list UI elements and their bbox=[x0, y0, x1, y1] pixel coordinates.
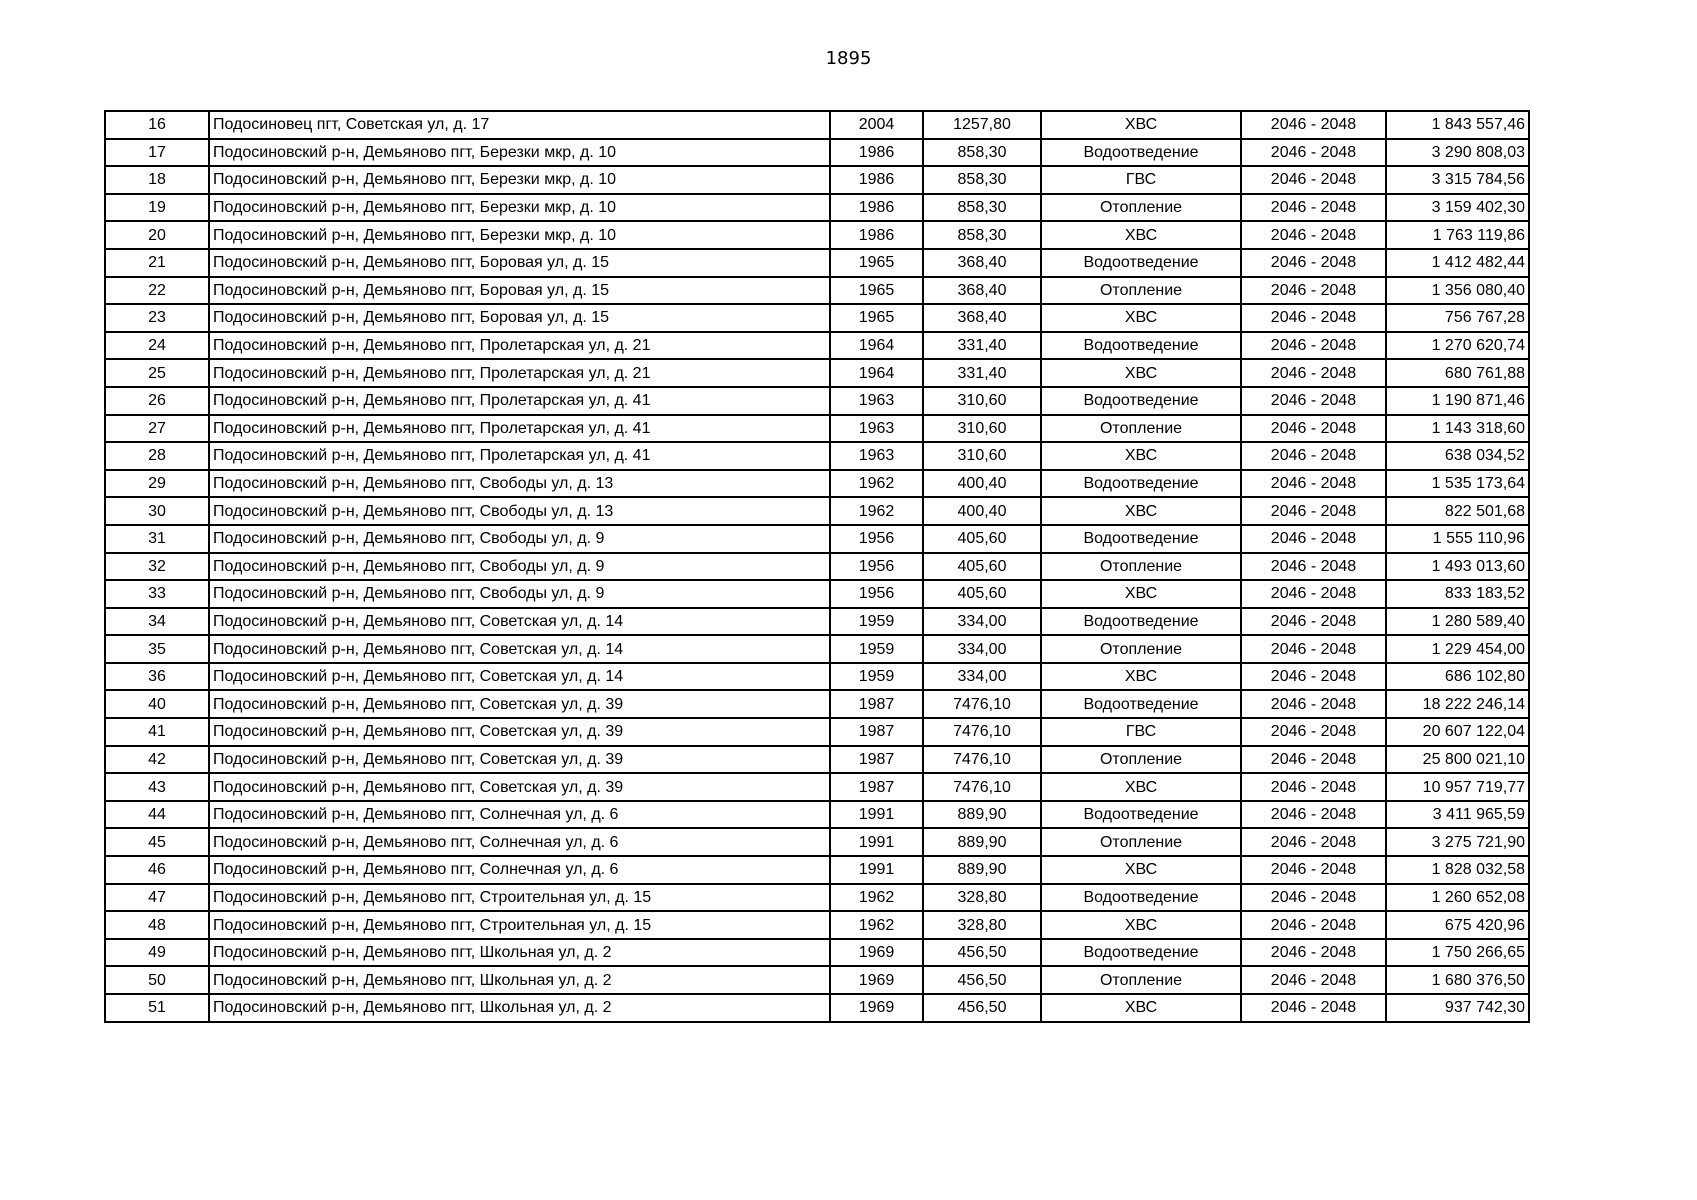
period-cell: 2046 - 2048 bbox=[1241, 856, 1386, 884]
area-cell: 456,50 bbox=[923, 939, 1041, 967]
period-cell: 2046 - 2048 bbox=[1241, 304, 1386, 332]
cost-cell: 3 290 808,03 bbox=[1386, 139, 1529, 167]
area-cell: 405,60 bbox=[923, 553, 1041, 581]
build-year-cell: 1965 bbox=[830, 277, 923, 305]
work-type-cell: ХВС bbox=[1041, 497, 1241, 525]
table-row bbox=[105, 663, 1529, 691]
work-type-cell: Отопление bbox=[1041, 194, 1241, 222]
period-cell: 2046 - 2048 bbox=[1241, 939, 1386, 967]
area-cell: 405,60 bbox=[923, 580, 1041, 608]
work-type-cell: Водоотведение bbox=[1041, 249, 1241, 277]
period-cell: 2046 - 2048 bbox=[1241, 663, 1386, 691]
period-cell: 2046 - 2048 bbox=[1241, 608, 1386, 636]
area-cell: 334,00 bbox=[923, 608, 1041, 636]
cost-cell: 1 493 013,60 bbox=[1386, 553, 1529, 581]
work-type-cell: Отопление bbox=[1041, 746, 1241, 774]
work-type-cell: ХВС bbox=[1041, 442, 1241, 470]
row-number-cell: 17 bbox=[105, 139, 209, 167]
area-cell: 889,90 bbox=[923, 801, 1041, 829]
build-year-cell: 1962 bbox=[830, 470, 923, 498]
address-cell: Подосиновский р-н, Демьяново пгт, Советская ул, д. 39 bbox=[209, 746, 830, 774]
period-cell: 2046 - 2048 bbox=[1241, 801, 1386, 829]
cost-cell: 680 761,88 bbox=[1386, 359, 1529, 387]
period-cell: 2046 - 2048 bbox=[1241, 580, 1386, 608]
table-row bbox=[105, 690, 1529, 718]
table-row bbox=[105, 608, 1529, 636]
table-row bbox=[105, 718, 1529, 746]
cost-cell: 3 315 784,56 bbox=[1386, 166, 1529, 194]
work-type-cell: ХВС bbox=[1041, 773, 1241, 801]
table-row bbox=[105, 497, 1529, 525]
cost-cell: 1 260 652,08 bbox=[1386, 884, 1529, 912]
build-year-cell: 1964 bbox=[830, 332, 923, 360]
work-type-cell: ГВС bbox=[1041, 718, 1241, 746]
table-row bbox=[105, 387, 1529, 415]
build-year-cell: 1962 bbox=[830, 884, 923, 912]
build-year-cell: 1962 bbox=[830, 911, 923, 939]
period-cell: 2046 - 2048 bbox=[1241, 746, 1386, 774]
work-type-cell: ХВС bbox=[1041, 856, 1241, 884]
area-cell: 328,80 bbox=[923, 884, 1041, 912]
table-row bbox=[105, 194, 1529, 222]
table-row bbox=[105, 470, 1529, 498]
row-number-cell: 16 bbox=[105, 111, 209, 139]
build-year-cell: 1987 bbox=[830, 690, 923, 718]
page-number: 1895 bbox=[825, 48, 872, 69]
period-cell: 2046 - 2048 bbox=[1241, 415, 1386, 443]
cost-cell: 1 270 620,74 bbox=[1386, 332, 1529, 360]
row-number-cell: 33 bbox=[105, 580, 209, 608]
period-cell: 2046 - 2048 bbox=[1241, 387, 1386, 415]
address-cell: Подосиновский р-н, Демьяново пгт, Березки мкр, д. 10 bbox=[209, 221, 830, 249]
cost-cell: 686 102,80 bbox=[1386, 663, 1529, 691]
table-row bbox=[105, 277, 1529, 305]
cost-cell: 822 501,68 bbox=[1386, 497, 1529, 525]
build-year-cell: 1986 bbox=[830, 139, 923, 167]
row-number-cell: 21 bbox=[105, 249, 209, 277]
address-cell: Подосиновец пгт, Советская ул, д. 17 bbox=[209, 111, 830, 139]
row-number-cell: 22 bbox=[105, 277, 209, 305]
cost-cell: 1 280 589,40 bbox=[1386, 608, 1529, 636]
address-cell: Подосиновский р-н, Демьяново пгт, Свободы ул, д. 13 bbox=[209, 470, 830, 498]
address-cell: Подосиновский р-н, Демьяново пгт, Советская ул, д. 14 bbox=[209, 635, 830, 663]
cost-cell: 756 767,28 bbox=[1386, 304, 1529, 332]
work-type-cell: Отопление bbox=[1041, 553, 1241, 581]
area-cell: 368,40 bbox=[923, 304, 1041, 332]
row-number-cell: 31 bbox=[105, 525, 209, 553]
period-cell: 2046 - 2048 bbox=[1241, 966, 1386, 994]
address-cell: Подосиновский р-н, Демьяново пгт, Березки мкр, д. 10 bbox=[209, 166, 830, 194]
period-cell: 2046 - 2048 bbox=[1241, 194, 1386, 222]
address-cell: Подосиновский р-н, Демьяново пгт, Свободы ул, д. 9 bbox=[209, 580, 830, 608]
period-cell: 2046 - 2048 bbox=[1241, 553, 1386, 581]
area-cell: 334,00 bbox=[923, 663, 1041, 691]
row-number-cell: 40 bbox=[105, 690, 209, 718]
address-cell: Подосиновский р-н, Демьяново пгт, Советская ул, д. 14 bbox=[209, 663, 830, 691]
period-cell: 2046 - 2048 bbox=[1241, 690, 1386, 718]
address-cell: Подосиновский р-н, Демьяново пгт, Боровая ул, д. 15 bbox=[209, 304, 830, 332]
work-type-cell: Отопление bbox=[1041, 966, 1241, 994]
table-row bbox=[105, 856, 1529, 884]
address-cell: Подосиновский р-н, Демьяново пгт, Строительная ул, д. 15 bbox=[209, 911, 830, 939]
table-row bbox=[105, 111, 1529, 139]
row-number-cell: 34 bbox=[105, 608, 209, 636]
cost-cell: 1 750 266,65 bbox=[1386, 939, 1529, 967]
period-cell: 2046 - 2048 bbox=[1241, 332, 1386, 360]
cost-cell: 18 222 246,14 bbox=[1386, 690, 1529, 718]
period-cell: 2046 - 2048 bbox=[1241, 139, 1386, 167]
address-cell: Подосиновский р-н, Демьяново пгт, Пролетарская ул, д. 21 bbox=[209, 332, 830, 360]
area-cell: 889,90 bbox=[923, 856, 1041, 884]
build-year-cell: 1991 bbox=[830, 801, 923, 829]
work-type-cell: Водоотведение bbox=[1041, 525, 1241, 553]
build-year-cell: 1965 bbox=[830, 249, 923, 277]
period-cell: 2046 - 2048 bbox=[1241, 470, 1386, 498]
build-year-cell: 1963 bbox=[830, 415, 923, 443]
build-year-cell: 1987 bbox=[830, 773, 923, 801]
build-year-cell: 1959 bbox=[830, 608, 923, 636]
period-cell: 2046 - 2048 bbox=[1241, 359, 1386, 387]
area-cell: 331,40 bbox=[923, 359, 1041, 387]
work-type-cell: Водоотведение bbox=[1041, 884, 1241, 912]
work-type-cell: Водоотведение bbox=[1041, 690, 1241, 718]
row-number-cell: 29 bbox=[105, 470, 209, 498]
build-year-cell: 1987 bbox=[830, 746, 923, 774]
row-number-cell: 20 bbox=[105, 221, 209, 249]
cost-cell: 1 356 080,40 bbox=[1386, 277, 1529, 305]
row-number-cell: 48 bbox=[105, 911, 209, 939]
row-number-cell: 41 bbox=[105, 718, 209, 746]
period-cell: 2046 - 2048 bbox=[1241, 911, 1386, 939]
work-type-cell: Отопление bbox=[1041, 828, 1241, 856]
cost-cell: 675 420,96 bbox=[1386, 911, 1529, 939]
period-cell: 2046 - 2048 bbox=[1241, 249, 1386, 277]
build-year-cell: 1959 bbox=[830, 635, 923, 663]
address-cell: Подосиновский р-н, Демьяново пгт, Советская ул, д. 39 bbox=[209, 718, 830, 746]
build-year-cell: 1991 bbox=[830, 828, 923, 856]
build-year-cell: 1991 bbox=[830, 856, 923, 884]
build-year-cell: 1963 bbox=[830, 387, 923, 415]
address-cell: Подосиновский р-н, Демьяново пгт, Школьная ул, д. 2 bbox=[209, 966, 830, 994]
address-cell: Подосиновский р-н, Демьяново пгт, Строительная ул, д. 15 bbox=[209, 884, 830, 912]
period-cell: 2046 - 2048 bbox=[1241, 111, 1386, 139]
period-cell: 2046 - 2048 bbox=[1241, 718, 1386, 746]
build-year-cell: 1969 bbox=[830, 939, 923, 967]
build-year-cell: 1965 bbox=[830, 304, 923, 332]
table-row bbox=[105, 553, 1529, 581]
area-cell: 405,60 bbox=[923, 525, 1041, 553]
build-year-cell: 1969 bbox=[830, 994, 923, 1022]
period-cell: 2046 - 2048 bbox=[1241, 635, 1386, 663]
row-number-cell: 27 bbox=[105, 415, 209, 443]
address-cell: Подосиновский р-н, Демьяново пгт, Березки мкр, д. 10 bbox=[209, 139, 830, 167]
work-type-cell: Водоотведение bbox=[1041, 608, 1241, 636]
address-cell: Подосиновский р-н, Демьяново пгт, Боровая ул, д. 15 bbox=[209, 249, 830, 277]
work-type-cell: ХВС bbox=[1041, 994, 1241, 1022]
cost-cell: 25 800 021,10 bbox=[1386, 746, 1529, 774]
cost-cell: 1 190 871,46 bbox=[1386, 387, 1529, 415]
work-type-cell: Водоотведение bbox=[1041, 939, 1241, 967]
build-year-cell: 1969 bbox=[830, 966, 923, 994]
address-cell: Подосиновский р-н, Демьяново пгт, Солнечная ул, д. 6 bbox=[209, 828, 830, 856]
cost-cell: 1 828 032,58 bbox=[1386, 856, 1529, 884]
cost-cell: 1 143 318,60 bbox=[1386, 415, 1529, 443]
cost-cell: 3 275 721,90 bbox=[1386, 828, 1529, 856]
build-year-cell: 1986 bbox=[830, 166, 923, 194]
build-year-cell: 1986 bbox=[830, 194, 923, 222]
table-row bbox=[105, 884, 1529, 912]
address-cell: Подосиновский р-н, Демьяново пгт, Пролетарская ул, д. 21 bbox=[209, 359, 830, 387]
row-number-cell: 32 bbox=[105, 553, 209, 581]
row-number-cell: 49 bbox=[105, 939, 209, 967]
work-type-cell: ХВС bbox=[1041, 359, 1241, 387]
area-cell: 858,30 bbox=[923, 221, 1041, 249]
work-type-cell: ХВС bbox=[1041, 580, 1241, 608]
row-number-cell: 47 bbox=[105, 884, 209, 912]
area-cell: 858,30 bbox=[923, 194, 1041, 222]
period-cell: 2046 - 2048 bbox=[1241, 773, 1386, 801]
table-row bbox=[105, 966, 1529, 994]
work-type-cell: ХВС bbox=[1041, 221, 1241, 249]
cost-cell: 3 159 402,30 bbox=[1386, 194, 1529, 222]
work-type-cell: ХВС bbox=[1041, 663, 1241, 691]
area-cell: 889,90 bbox=[923, 828, 1041, 856]
row-number-cell: 43 bbox=[105, 773, 209, 801]
table-row bbox=[105, 911, 1529, 939]
cost-cell: 1 412 482,44 bbox=[1386, 249, 1529, 277]
build-year-cell: 1956 bbox=[830, 553, 923, 581]
work-type-cell: ГВС bbox=[1041, 166, 1241, 194]
row-number-cell: 45 bbox=[105, 828, 209, 856]
work-type-cell: Водоотведение bbox=[1041, 801, 1241, 829]
address-cell: Подосиновский р-н, Демьяново пгт, Солнечная ул, д. 6 bbox=[209, 856, 830, 884]
row-number-cell: 42 bbox=[105, 746, 209, 774]
build-year-cell: 1963 bbox=[830, 442, 923, 470]
period-cell: 2046 - 2048 bbox=[1241, 828, 1386, 856]
table-row bbox=[105, 746, 1529, 774]
area-cell: 7476,10 bbox=[923, 718, 1041, 746]
area-cell: 310,60 bbox=[923, 442, 1041, 470]
build-year-cell: 1987 bbox=[830, 718, 923, 746]
work-type-cell: Водоотведение bbox=[1041, 332, 1241, 360]
row-number-cell: 18 bbox=[105, 166, 209, 194]
cost-cell: 1 680 376,50 bbox=[1386, 966, 1529, 994]
address-cell: Подосиновский р-н, Демьяново пгт, Школьная ул, д. 2 bbox=[209, 994, 830, 1022]
cost-cell: 1 229 454,00 bbox=[1386, 635, 1529, 663]
address-cell: Подосиновский р-н, Демьяново пгт, Свободы ул, д. 13 bbox=[209, 497, 830, 525]
cost-cell: 833 183,52 bbox=[1386, 580, 1529, 608]
area-cell: 456,50 bbox=[923, 994, 1041, 1022]
table-row bbox=[105, 635, 1529, 663]
cost-cell: 20 607 122,04 bbox=[1386, 718, 1529, 746]
cost-cell: 1 555 110,96 bbox=[1386, 525, 1529, 553]
area-cell: 368,40 bbox=[923, 249, 1041, 277]
table-row bbox=[105, 139, 1529, 167]
table-row bbox=[105, 994, 1529, 1022]
cost-cell: 1 843 557,46 bbox=[1386, 111, 1529, 139]
period-cell: 2046 - 2048 bbox=[1241, 497, 1386, 525]
address-cell: Подосиновский р-н, Демьяново пгт, Солнечная ул, д. 6 bbox=[209, 801, 830, 829]
address-cell: Подосиновский р-н, Демьяново пгт, Свободы ул, д. 9 bbox=[209, 525, 830, 553]
work-type-cell: Отопление bbox=[1041, 635, 1241, 663]
area-cell: 456,50 bbox=[923, 966, 1041, 994]
period-cell: 2046 - 2048 bbox=[1241, 442, 1386, 470]
table-row bbox=[105, 939, 1529, 967]
build-year-cell: 1962 bbox=[830, 497, 923, 525]
area-cell: 858,30 bbox=[923, 166, 1041, 194]
row-number-cell: 28 bbox=[105, 442, 209, 470]
cost-cell: 3 411 965,59 bbox=[1386, 801, 1529, 829]
table-row bbox=[105, 580, 1529, 608]
cost-cell: 1 763 119,86 bbox=[1386, 221, 1529, 249]
area-cell: 310,60 bbox=[923, 387, 1041, 415]
row-number-cell: 25 bbox=[105, 359, 209, 387]
table-row bbox=[105, 415, 1529, 443]
period-cell: 2046 - 2048 bbox=[1241, 221, 1386, 249]
row-number-cell: 44 bbox=[105, 801, 209, 829]
period-cell: 2046 - 2048 bbox=[1241, 884, 1386, 912]
work-type-cell: Водоотведение bbox=[1041, 139, 1241, 167]
address-cell: Подосиновский р-н, Демьяново пгт, Советская ул, д. 39 bbox=[209, 773, 830, 801]
area-cell: 334,00 bbox=[923, 635, 1041, 663]
row-number-cell: 30 bbox=[105, 497, 209, 525]
address-cell: Подосиновский р-н, Демьяново пгт, Советская ул, д. 14 bbox=[209, 608, 830, 636]
build-year-cell: 2004 bbox=[830, 111, 923, 139]
build-year-cell: 1959 bbox=[830, 663, 923, 691]
work-type-cell: ХВС bbox=[1041, 111, 1241, 139]
table-row bbox=[105, 221, 1529, 249]
area-cell: 331,40 bbox=[923, 332, 1041, 360]
row-number-cell: 46 bbox=[105, 856, 209, 884]
build-year-cell: 1986 bbox=[830, 221, 923, 249]
address-cell: Подосиновский р-н, Демьяново пгт, Школьная ул, д. 2 bbox=[209, 939, 830, 967]
area-cell: 7476,10 bbox=[923, 746, 1041, 774]
work-type-cell: Отопление bbox=[1041, 415, 1241, 443]
table-row bbox=[105, 359, 1529, 387]
area-cell: 858,30 bbox=[923, 139, 1041, 167]
area-cell: 1257,80 bbox=[923, 111, 1041, 139]
table-row bbox=[105, 773, 1529, 801]
row-number-cell: 23 bbox=[105, 304, 209, 332]
address-cell: Подосиновский р-н, Демьяново пгт, Пролетарская ул, д. 41 bbox=[209, 387, 830, 415]
table-row bbox=[105, 442, 1529, 470]
row-number-cell: 26 bbox=[105, 387, 209, 415]
table-row bbox=[105, 304, 1529, 332]
table-row bbox=[105, 828, 1529, 856]
area-cell: 7476,10 bbox=[923, 773, 1041, 801]
address-cell: Подосиновский р-н, Демьяново пгт, Березки мкр, д. 10 bbox=[209, 194, 830, 222]
period-cell: 2046 - 2048 bbox=[1241, 277, 1386, 305]
area-cell: 400,40 bbox=[923, 497, 1041, 525]
period-cell: 2046 - 2048 bbox=[1241, 994, 1386, 1022]
row-number-cell: 24 bbox=[105, 332, 209, 360]
address-cell: Подосиновский р-н, Демьяново пгт, Свободы ул, д. 9 bbox=[209, 553, 830, 581]
work-type-cell: ХВС bbox=[1041, 911, 1241, 939]
period-cell: 2046 - 2048 bbox=[1241, 525, 1386, 553]
address-cell: Подосиновский р-н, Демьяново пгт, Пролетарская ул, д. 41 bbox=[209, 415, 830, 443]
area-cell: 7476,10 bbox=[923, 690, 1041, 718]
cost-cell: 10 957 719,77 bbox=[1386, 773, 1529, 801]
address-cell: Подосиновский р-н, Демьяново пгт, Боровая ул, д. 15 bbox=[209, 277, 830, 305]
table-row bbox=[105, 249, 1529, 277]
address-cell: Подосиновский р-н, Демьяново пгт, Пролетарская ул, д. 41 bbox=[209, 442, 830, 470]
registry-table-body bbox=[105, 111, 1529, 1022]
address-cell: Подосиновский р-н, Демьяново пгт, Советская ул, д. 39 bbox=[209, 690, 830, 718]
table-row bbox=[105, 801, 1529, 829]
build-year-cell: 1964 bbox=[830, 359, 923, 387]
cost-cell: 937 742,30 bbox=[1386, 994, 1529, 1022]
table-row bbox=[105, 166, 1529, 194]
work-type-cell: ХВС bbox=[1041, 304, 1241, 332]
area-cell: 368,40 bbox=[923, 277, 1041, 305]
row-number-cell: 36 bbox=[105, 663, 209, 691]
work-type-cell: Водоотведение bbox=[1041, 470, 1241, 498]
build-year-cell: 1956 bbox=[830, 580, 923, 608]
period-cell: 2046 - 2048 bbox=[1241, 166, 1386, 194]
table-row bbox=[105, 525, 1529, 553]
area-cell: 328,80 bbox=[923, 911, 1041, 939]
area-cell: 400,40 bbox=[923, 470, 1041, 498]
cost-cell: 1 535 173,64 bbox=[1386, 470, 1529, 498]
cost-cell: 638 034,52 bbox=[1386, 442, 1529, 470]
work-type-cell: Водоотведение bbox=[1041, 387, 1241, 415]
row-number-cell: 35 bbox=[105, 635, 209, 663]
row-number-cell: 51 bbox=[105, 994, 209, 1022]
work-type-cell: Отопление bbox=[1041, 277, 1241, 305]
row-number-cell: 19 bbox=[105, 194, 209, 222]
area-cell: 310,60 bbox=[923, 415, 1041, 443]
build-year-cell: 1956 bbox=[830, 525, 923, 553]
row-number-cell: 50 bbox=[105, 966, 209, 994]
table-row bbox=[105, 332, 1529, 360]
registry-table bbox=[104, 110, 1530, 1023]
